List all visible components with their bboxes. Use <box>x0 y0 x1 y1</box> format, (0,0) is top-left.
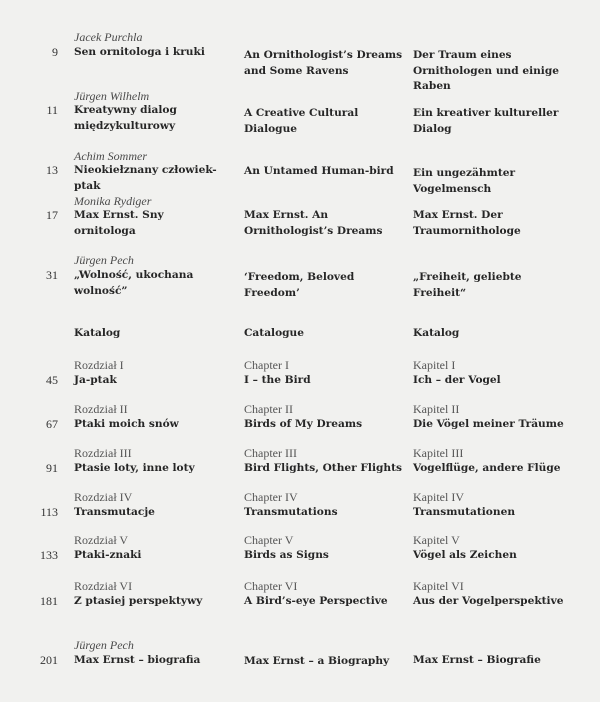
entry-author: Jürgen Pech <box>74 638 134 652</box>
chapter-label-german: Kapitel III <box>413 446 464 460</box>
chapter-label-german: Kapitel V <box>413 533 460 547</box>
chapter-label-polish: Rozdział IV <box>74 490 133 504</box>
chapter-label-english: Chapter I <box>244 358 289 372</box>
chapter-label-polish: Rozdział I <box>74 358 124 372</box>
chapter-label-german: Kapitel I <box>413 358 456 372</box>
chapter-title-polish: Ptasie loty, inne loty <box>74 462 195 474</box>
chapter-label-english: Chapter V <box>244 533 294 547</box>
chapter-title-polish: Ptaki moich snów <box>74 418 179 430</box>
chapter-title-german: Aus der Vogelperspektive <box>413 595 564 607</box>
entry-title-german: Der Traum eines Ornithologen und einige Raben <box>413 49 559 92</box>
chapter-title-german: Ich – der Vogel <box>413 374 501 386</box>
chapter-label-german: Kapitel IV <box>413 490 464 504</box>
entry-title-english: A Creative Cultural Dialogue <box>244 107 359 135</box>
entry-title-polish: Nieokiełznany człowiek-ptak <box>74 164 217 192</box>
chapter-title-english: Transmutations <box>244 506 338 518</box>
entry-title-english: Max Ernst. An Ornithologist’s Dreams <box>244 209 383 237</box>
chapter-title-english: Birds as Signs <box>244 549 329 561</box>
entry-author: Monika Rydiger <box>74 194 152 208</box>
entry-title-polish: Kreatywny dialog międzykulturowy <box>74 104 177 132</box>
entry-page-number: 31 <box>46 268 58 282</box>
chapter-title-polish: Z ptasiej perspektywy <box>74 595 203 607</box>
chapter-page-number: 91 <box>46 461 58 475</box>
chapter-title-english: Birds of My Dreams <box>244 418 363 430</box>
chapter-label-polish: Rozdział VI <box>74 579 133 593</box>
entry-title-german: „Freiheit, geliebte Freiheit“ <box>413 271 522 299</box>
entry-author: Jürgen Pech <box>74 253 134 267</box>
entry-author: Achim Sommer <box>74 149 147 163</box>
entry-title-polish: Sen ornitologa i kruki <box>74 46 205 58</box>
entry-title-german: Ein kreativer kultureller Dialog <box>413 107 559 135</box>
entry-title-polish: „Wolność, ukochana wolność” <box>74 269 194 297</box>
entry-page-number: 11 <box>46 103 58 117</box>
chapter-title-polish: Transmutacje <box>74 506 155 518</box>
chapter-title-english: I – the Bird <box>244 374 311 386</box>
chapter-page-number: 133 <box>40 548 58 562</box>
chapter-label-polish: Rozdział II <box>74 402 128 416</box>
chapter-label-english: Chapter IV <box>244 490 298 504</box>
entry-title-polish: Max Ernst. Sny ornitologa <box>74 209 164 237</box>
entry-title-english: An Ornithologist’s Dreams and Some Ravens <box>244 49 403 77</box>
entry-page-number: 9 <box>52 45 58 59</box>
chapter-label-english: Chapter III <box>244 446 297 460</box>
entry-page-number: 17 <box>46 208 58 222</box>
chapter-label-polish: Rozdział III <box>74 446 132 460</box>
entry-author: Jacek Purchla <box>74 30 143 44</box>
entry-page-number: 201 <box>40 653 58 667</box>
entry-title-german: Max Ernst. Der Traumornithologe <box>413 209 521 237</box>
entry-title-german: Ein ungezähmter Vogelmensch <box>413 167 516 195</box>
entry-title-polish: Max Ernst – biografia <box>74 654 201 666</box>
entry-title-german: Max Ernst – Biografie <box>413 654 541 666</box>
chapter-label-english: Chapter II <box>244 402 293 416</box>
chapter-label-polish: Rozdział V <box>74 533 129 547</box>
entry-title-english: Max Ernst – a Biography <box>244 655 390 667</box>
chapter-title-english: A Bird’s-eye Perspective <box>244 595 388 607</box>
catalog-heading-german: Katalog <box>413 327 460 339</box>
chapter-title-german: Vogelflüge, andere Flüge <box>413 462 561 474</box>
chapter-page-number: 45 <box>46 373 58 387</box>
catalog-heading-polish: Katalog <box>74 327 121 339</box>
catalog-heading-english: Catalogue <box>244 327 304 339</box>
chapter-title-german: Die Vögel meiner Träume <box>413 418 564 430</box>
entry-title-english: ‘Freedom, Beloved Freedom’ <box>244 271 355 299</box>
entry-title-english: An Untamed Human-bird <box>244 165 394 177</box>
chapter-page-number: 67 <box>46 417 58 431</box>
chapter-page-number: 181 <box>40 594 58 608</box>
chapter-label-english: Chapter VI <box>244 579 298 593</box>
entry-page-number: 13 <box>46 163 58 177</box>
chapter-title-english: Bird Flights, Other Flights <box>244 462 402 474</box>
chapter-page-number: 113 <box>40 505 58 519</box>
chapter-label-german: Kapitel VI <box>413 579 464 593</box>
chapter-label-german: Kapitel II <box>413 402 460 416</box>
chapter-title-polish: Ptaki-znaki <box>74 549 142 561</box>
chapter-title-german: Vögel als Zeichen <box>413 549 517 561</box>
entry-author: Jürgen Wilhelm <box>74 89 150 103</box>
chapter-title-polish: Ja-ptak <box>74 374 117 386</box>
chapter-title-german: Transmutationen <box>413 506 516 518</box>
